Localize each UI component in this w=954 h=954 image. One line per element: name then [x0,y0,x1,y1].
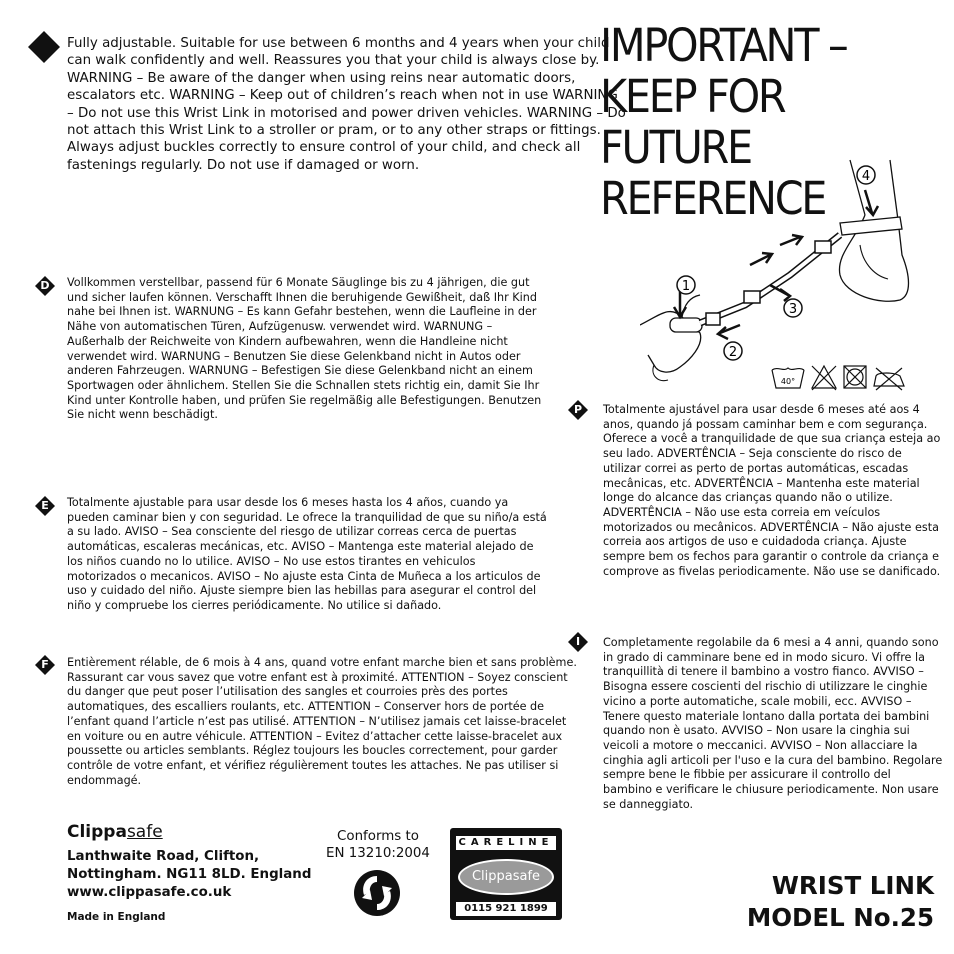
english-diamond-marker [27,30,61,64]
careline-box [450,828,562,920]
french-badge-letter: F [41,658,49,671]
careline-phone: 0115 921 1899 [456,902,556,916]
brand-logo [67,822,163,842]
step-4-label: 4 [861,169,871,184]
careline-logo: Clippasafe [458,859,554,895]
italian-badge-letter: I [575,635,581,648]
english-instructions: Fully adjustable. Suitable for use between 6 months and 4 years when your child can walk confidently and well. Reassures you that your child is always close by. WARNING – Be aware of the danger when using reins near automatic doors, escalators etc. WARNING – Keep out of children’s reach when not in use WARNING – Do not use this Wrist Link in motorised and power driven vehicles. WARNING – Do not attach this Wrist Link to a stroller or pram, or to any other straps or fittings. Always adjust buckles correctly to ensure control of your child, and check all fastenings regularly. Do not use if damaged or worn. [67,36,626,173]
no-iron-icon [874,368,904,390]
care-symbols [770,362,910,392]
wrist-link-illustration [640,155,940,395]
brand-logo-part1: Clippa [67,822,127,842]
german-badge-letter: D [40,279,50,292]
italian-badge [568,632,588,652]
spanish-badge [35,496,55,516]
italian-instructions: Completamente regolabile da 6 mesi a 4 anni, quando sono in grado di camminare bene ed in modo sicuro. Vi offre la tranquillità di tenere il bambino a vostro fianco. AVVISO – Bisogna essere coscienti del rischio di utilizzare le cinghie vicino a porte automatiche, scale mobili, ecc. AVVISO – Tenere questo materiale lontano dalla portata dei bambini quando non è usato. AVVISO – Non usare la cinghia sui veicoli a motore o meccanici. AVVISO – Non allacciare la cinghia agli articoli per l'uso e la cura del bambino. Regolare sempre bene le fibbie per assicurare il controllo del bambino e verificare le chiusure periodicamente. Non usare se danneggiato. [603,636,943,811]
careline-label: CARELINE [456,836,556,850]
german-instructions: Vollkommen verstellbar, passend für 6 Monate Säuglinge bis zu 4 jährigen, die gut und sicher laufen können. Verschafft Ihnen die beruhigende Gewißheit, daß Ihr Kind nahe bei Ihnen ist. WARNUNG – Es kann Gefahr bestehen, wenn die Laufleine in der Nähe von automatischen Türen, Aufzügenusw. verwendet wird. WARNUNG – Außerhalb der Reichweite von Kindern aufbewahren, wenn die Handleine nicht verwendet wird. WARNUNG – Benutzen Sie diese Gelenkband nicht in Autos oder anderen Fahrzeugen. WARNUNG – Befestigen Sie diese Gelenkband nicht an einem Sportwagen oder ähnlichem. Stellen Sie die Schnallen stets richtig ein, damit Sie Ihr Kind unter Kontrolle haben, und prüfen Sie regelmäßig alle Befestigungen. Benutzen Sie nicht wenn beschädigt. [67,276,542,422]
no-bleach-icon [812,366,836,390]
step-3-label: 3 [788,302,798,317]
page-title: IMPORTANT – KEEP FOR FUTURE REFERENCE [600,19,847,225]
portuguese-badge-letter: P [573,403,583,416]
french-instructions: Entièrement rélable, de 6 mois à 4 ans, quand votre enfant marche bien et sans problème. Rassurant car vous savez que votre enfant est à proximité. ATTENTION – Soyez conscient du danger que peut poser l’utilisation des sangles et courroies près des portes automatiques, des escalliers roulants, etc. ATTENTION – Conserver hors de portée de l’enfant quand l’article n’est pas utilisé. ATTENTION – N’utilisez jamais cet laisse-bracelet en voiture ou en autre véhicule. ATTENTION – Evitez d’attacher cette laisse-bracelet aux poussette ou articles semblants. Réglez toujours les boucles correctement, pour garder contrôle de votre enfant, et vérifiez régulièrement toutes les attaches. Ne pas utiliser si endommagé. [67,656,577,787]
wrist-link-drawing [640,155,940,395]
spanish-instructions: Totalmente ajustable para usar desde los 6 meses hasta los 4 años, cuando ya pueden caminar bien y con seguridad. Le ofrece la tranquilidad de que su niño/a está a su lado. AVISO – Sea consciente del riesgo de utilizar correas cerca de puertas automáticas, escaleras mecánicas, etc. AVISO – Mantenga este material alejado de los niños cuando no lo utilice. AVISO – No use estos tirantes en vehiculos motorizados o mecanicos. AVISO – No ajuste esta Cinta de Muñeca a los articulos de uso y cuidado del niño. Ajuste siempre bien las hebillas para asegurar el control del niño y compruebe los cierres periódicamente. No utilice si dañado. [67,496,547,612]
made-in-label: Made in England [67,911,166,923]
wash-temp-label: 40° [780,377,796,386]
company-address: Lanthwaite Road, Clifton, Nottingham. NG11 8LD. England [67,849,312,882]
spanish-badge-letter: E [41,499,49,512]
step-2-label: 2 [728,345,738,360]
no-tumble-dry-icon [844,366,866,388]
german-badge [35,276,55,296]
recycling-green-dot-icon [352,868,402,918]
brand-logo-part2: safe [126,822,163,842]
standard-conformance: Conforms to EN 13210:2004 [326,829,430,861]
portuguese-instructions: Totalmente ajustável para usar desde 6 meses até aos 4 anos, quando já possam caminhar bem e com segurança. Oferece a você a tranquilidade de que sua criança esteja ao seu lado. ADVERTÊNCIA – Seja consciente do risco de utilizar correi as perto de portas automáticas, escadas mecânicas, etc. ADVERTÊNCIA – Mantenha este material longe do alcance das crianças quando não o utilize. ADVERTÊNCIA – Não use esta correia em veículos motorizados ou mecânicos. ADVERTÊNCIA – Não ajuste esta correia aos artigos de uso e cuidadoda criança. Ajuste sempre bem os fechos para garantir o controle da criança e comprove as fivelas periodicamente. Não use se danificado. [603,403,941,578]
company-website: www.clippasafe.co.uk [67,885,232,900]
french-badge [35,655,55,675]
portuguese-badge [568,400,588,420]
step-1-label: 1 [681,279,691,294]
product-model: WRIST LINK MODEL No.25 [746,871,934,932]
